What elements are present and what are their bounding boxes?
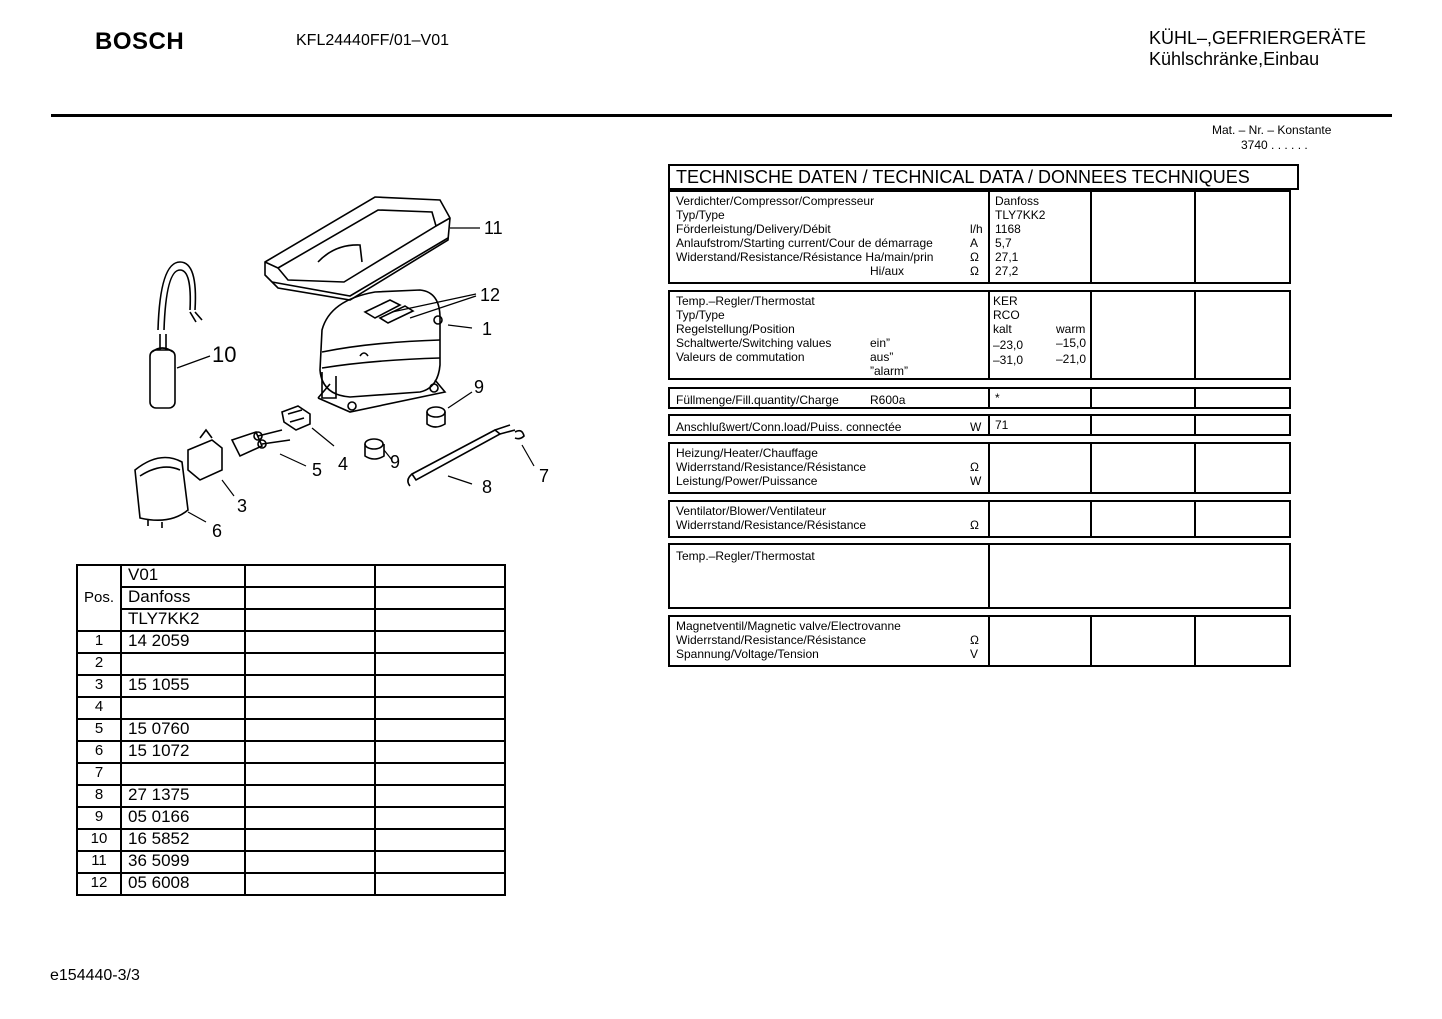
thermostat-block: Temp.–Regler/Thermostat Typ/Type Regelstellung/Position Schaltwerte/Switching values ein” Valeurs de commutation aus” ”alarm” KER RCO kalt warm –23,0 –15,0 –31,0 –21,0 [668, 290, 1291, 380]
heater-block: Heizung/Heater/Chauffage Widerrstand/Resistance/Résistance Ω Leistung/Power/Puissance W [668, 442, 1291, 494]
fill-quantity-block: Füllmenge/Fill.quantity/Charge R600a * [668, 387, 1291, 409]
grommet-part [365, 407, 445, 459]
callout-6: 6 [212, 521, 223, 541]
table-row: 12 05 6008 [77, 873, 505, 895]
technical-data-title: TECHNISCHE DATEN / TECHNICAL DATA / DONNEES TECHNIQUES [668, 164, 1299, 190]
thermostat2-block: Temp.–Regler/Thermostat [668, 543, 1291, 609]
category-title: KÜHL–,GEFRIERGERÄTE [1149, 28, 1367, 48]
heater-tube-part [408, 425, 524, 486]
callout-7: 7 [539, 466, 550, 486]
callout-9b: 9 [390, 452, 401, 472]
mat-label: Mat. – Nr. – Konstante [1212, 123, 1332, 137]
table-row: 9 05 0166 [77, 807, 505, 829]
blower-block: Ventilator/Blower/Ventilateur Widerrstand/Resistance/Résistance Ω [668, 500, 1291, 538]
manufacturer-cell: Danfoss [121, 587, 245, 609]
mat-value: 3740 . . . . . . [1241, 138, 1308, 152]
table-row: 10 16 5852 [77, 829, 505, 851]
category-subtitle: Kühlschränke,Einbau [1149, 49, 1320, 69]
exploded-parts-diagram [0, 0, 600, 560]
table-row: 4 [77, 697, 505, 719]
table-row: 5 15 0760 [77, 719, 505, 741]
callout-10: 10 [212, 342, 237, 367]
pos-header: Pos. [77, 565, 121, 631]
callout-4: 4 [338, 454, 349, 474]
document-code: e154440-3/3 [50, 967, 140, 984]
clip-part [282, 406, 310, 430]
cover-part [135, 458, 188, 529]
table-row: 6 15 1072 [77, 741, 505, 763]
callout-8: 8 [482, 477, 493, 497]
type-cell: TLY7KK2 [121, 609, 245, 631]
capacitor-part [150, 262, 202, 408]
callout-1: 1 [482, 319, 493, 339]
version-cell: V01 [121, 565, 245, 587]
table-row: 11 36 5099 [77, 851, 505, 873]
connection-load-block: Anschlußwert/Conn.load/Puiss. connectée W 71 [668, 414, 1291, 436]
magnetic-valve-block: Magnetventil/Magnetic valve/Electrovanne Widerrstand/Resistance/Résistance Ω Spannung/Voltage/Tension V [668, 615, 1291, 667]
callout-12: 12 [480, 285, 501, 305]
table-row: 2 [77, 653, 505, 675]
callout-5: 5 [312, 460, 323, 480]
brand-logo: BOSCH [95, 28, 185, 55]
table-row: 8 27 1375 [77, 785, 505, 807]
callout-9a: 9 [474, 377, 485, 397]
callout-leaders [177, 228, 534, 522]
relay-part [188, 430, 262, 480]
drip-tray-part [265, 197, 450, 300]
table-row: 3 15 1055 [77, 675, 505, 697]
callout-3: 3 [237, 496, 248, 516]
compressor-part [318, 290, 445, 412]
model-number: KFL24440FF/01–V01 [296, 32, 449, 49]
table-row: 1 14 2059 [77, 631, 505, 653]
callout-11: 11 [484, 218, 503, 238]
compressor-block: Verdichter/Compressor/Compresseur Typ/Type Förderleistung/Delivery/Débit l/h Anlaufstrom/Starting current/Cour de démarrage A Widerstand/Resistance/Résistance Ha/main/prin Ω Hi/aux Ω Danfoss TLY7KK2 1168 5,7 27,1 27,2 [668, 190, 1291, 284]
parts-table [76, 564, 506, 896]
table-row: 7 [77, 763, 505, 785]
